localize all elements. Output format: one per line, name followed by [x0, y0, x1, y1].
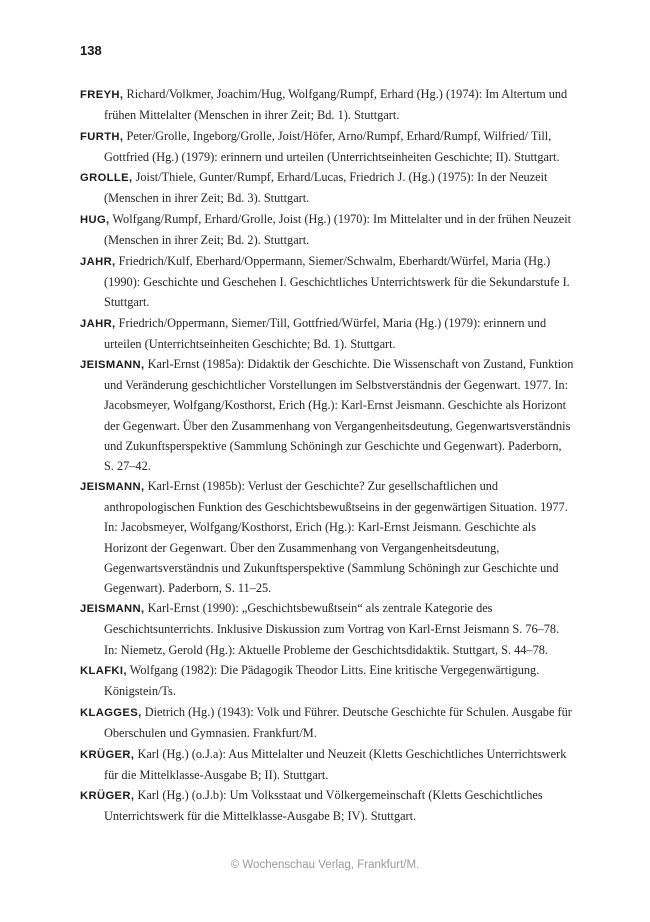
bibliography-entry — [80, 476, 574, 598]
entry-author: JEISMANN, — [80, 481, 145, 494]
entry-text: Friedrich/Oppermann, Siemer/Till, Gottfried/Würfel, Maria (Hg.) (1979): erinnern und urteilen (Unterrichtseinheiten Geschichte; Bd. 1). Stuttgart. — [104, 315, 547, 351]
bibliography-entry — [80, 598, 574, 659]
entry-author: JEISMANN, — [80, 603, 145, 616]
entry-author: JEISMANN, — [80, 359, 145, 372]
bibliography-entry — [80, 167, 574, 208]
bibliography-entry — [80, 354, 574, 476]
entry-author: KRÜGER, — [80, 790, 135, 803]
entry-text: Dietrich (Hg.) (1943): Volk und Führer. Deutsche Geschichte für Schulen. Ausgabe für Oberschulen und Gymnasien. Frankfurt/M. — [104, 704, 572, 740]
bibliography-entry — [80, 313, 574, 354]
bibliography-entry — [80, 209, 574, 250]
entry-author: JAHR, — [80, 317, 116, 330]
bibliography-entry — [80, 126, 574, 167]
entry-text: Wolfgang/Rumpf, Erhard/Grolle, Joist (Hg.) (1970): Im Mittelalter und in der frühen Neuzeit (Menschen in ihrer Zeit; Bd. 2). Stuttgart. — [104, 212, 572, 248]
page-number: 138 — [80, 43, 102, 58]
entry-text: Wolfgang (1982): Die Pädagogik Theodor Litts. Eine kritische Vergegenwärtigung. Königstein/Ts. — [104, 663, 540, 699]
bibliography-entry — [80, 785, 574, 826]
entry-author: FREYH, — [80, 89, 124, 101]
entry-author: JAHR, — [80, 255, 116, 268]
entry-text: Peter/Grolle, Ingeborg/Grolle, Joist/Höfer, Arno/Rumpf, Erhard/Rumpf, Wilfried/ Till, Gottfried (Hg.) (1979): erinnern und urteilen (Unterrichtseinheiten Geschichte; II). Stuttgart. — [104, 128, 560, 164]
bibliography-entry — [80, 84, 574, 125]
copyright-footer: © Wochenschau Verlag, Frankfurt/M. — [230, 859, 420, 871]
entry-author: FURTH, — [80, 130, 124, 143]
entry-text: Karl (Hg.) (o.J.a): Aus Mittelalter und Neuzeit (Kletts Geschichtliches Unterrichtswerk für die Mittelklasse-Ausgabe B; II). Stuttgart. — [104, 746, 567, 782]
bibliography-entry — [80, 660, 574, 701]
entry-author: GROLLE, — [80, 172, 133, 185]
entry-text: Friedrich/Kulf, Eberhard/Oppermann, Siemer/Schwalm, Eberhardt/Würfel, Maria (Hg.) (1990): Geschichte und Geschehen I. Geschichtliches Unterrichtswerk für die Sekundarstufe I. Stuttgart. — [104, 253, 570, 309]
entry-author: KLAFKI, — [80, 665, 127, 678]
entry-text: Karl (Hg.) (o.J.b): Um Volksstaat und Völkergemeinschaft (Kletts Geschichtliches Unterrichtswerk für die Mittelklasse-Ausgabe B; IV). Stuttgart. — [104, 788, 543, 824]
entry-text: Karl-Ernst (1985b): Verlust der Geschichte? Zur gesellschaftlichen und anthropologischen Funktion des Geschichtsbewußtseins in der gegenwärtigen Situation. 1977. In: Jacobsmeyer, Wolfgang/Kosthorst, Erich (Hg.): Karl-Ernst Jeismann. Geschichte als Horizont der Gegenwart. Über den Zusammenhang von Vergangenheitsdeutung, Gegenwartsverständnis und Zukunftsperspektive (Sammlung Schöningh zur Geschichte und Gegenwart). Paderborn, S. 11–25. — [104, 479, 568, 595]
entry-text: Karl-Ernst (1990): „Geschichtsbewußtsein“ als zentrale Kategorie des Geschichtsunterrichts. Inklusive Diskussion zum Vortrag von Karl-Ernst Jeismann S. 76–78. In: Niemetz, Gerold (Hg.): Aktuelle Probleme der Geschichtsdidaktik. Stuttgart, S. 44–78. — [104, 601, 560, 657]
entry-author: KRÜGER, — [80, 748, 135, 761]
bibliography-entry — [80, 702, 574, 743]
entry-text: Richard/Volkmer, Joachim/Hug, Wolfgang/Rumpf, Erhard (Hg.) (1974): Im Altertum und frühen Mittelalter (Menschen in ihrer Zeit; Bd. 1). Stuttgart. — [104, 87, 568, 123]
entry-author: KLAGGES, — [80, 706, 142, 719]
bibliography-entry — [80, 744, 574, 785]
entry-author: HUG, — [80, 214, 110, 227]
bibliography-list — [80, 84, 574, 827]
entry-text: Karl-Ernst (1985a): Didaktik der Geschichte. Die Wissenschaft von Zustand, Funktion und Veränderung geschichtlicher Vorstellungen im Selbstverständnis der Gegenwart. 1977. In: Jacobsmeyer, Wolfgang/Kosthorst, Erich (Hg.): Karl-Ernst Jeismann. Geschichte als Horizont der Gegenwart. Über den Zusammenhang von Vergangenheitsdeutung, Gegenwartsverständnis und Zukunftsperspektive (Sammlung Schöningh zur Geschichte und Gegenwart). Paderborn, S. 27–42. — [104, 357, 574, 473]
entry-text: Joist/Thiele, Gunter/Rumpf, Erhard/Lucas, Friedrich J. (Hg.) (1975): In der Neuzeit (Menschen in ihrer Zeit; Bd. 3). Stuttgart. — [104, 170, 548, 206]
bibliography-entry — [80, 251, 574, 312]
